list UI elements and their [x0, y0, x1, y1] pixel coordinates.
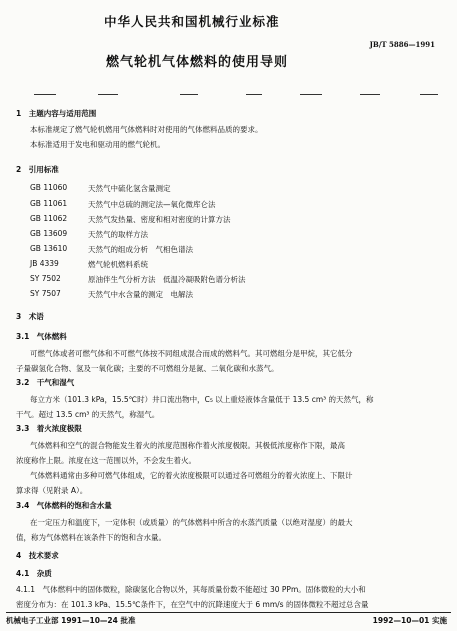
paragraph-line: 值，称为气体燃料在该条件下的饱和含水量。: [16, 533, 166, 542]
reference-code: SY 7507: [30, 289, 61, 298]
paragraph-line: 算求得（见附录 A）。: [16, 486, 88, 495]
approval-date: 机械电子工业部 1991—10—24 批准: [6, 616, 136, 625]
paragraph-line: 气体燃料通常由多种可燃气体组成，它的着火浓度极限可以通过各可燃组分的着火浓度上、下限计: [30, 471, 353, 480]
term-heading: 3.4 气体燃料的饱和含水量: [16, 501, 112, 510]
reference-code: JB 4339: [30, 259, 59, 268]
footer-rule: [6, 612, 451, 613]
paragraph-line: 在一定压力和温度下，一定体积（或质量）的气体燃料中所含的水蒸汽质量（以绝对湿度）的最大: [30, 518, 353, 527]
header-rule-segment: [246, 94, 262, 95]
section-heading: 3 术语: [16, 312, 44, 321]
paragraph-line: 浓度称作上限。浓度在这一范围以外，不会发生着火。: [16, 456, 196, 465]
paragraph-line: 每立方米（101.3 kPa，15.5℃时）井口流出物中，C₅ 以上重烃液体含量低于 13.5 cm³ 的天然气，称: [30, 395, 374, 404]
reference-code: SY 7502: [30, 274, 61, 283]
reference-title: 天然气中总硫的测定法—氧化微库仑法: [88, 200, 216, 209]
paragraph-line: 子量碳氢化合物、氢及一氧化碳；主要的不可燃组分是氮、二氧化碳和水蒸气。: [16, 364, 279, 373]
reference-title: 天然气中水含量的测定 电解法: [88, 290, 193, 299]
effective-date: 1992—10—01 实施: [372, 616, 447, 625]
reference-code: GB 11061: [30, 199, 68, 208]
term-heading: 3.3 着火浓度极限: [16, 424, 82, 433]
document-title: 燃气轮机气体燃料的使用导则: [106, 55, 289, 70]
header-rule-segment: [360, 94, 380, 95]
reference-title: 天然气的取样方法: [88, 230, 148, 239]
standard-org-header: 中华人民共和国机械行业标准: [104, 14, 280, 29]
section-heading: 1 主题内容与适用范围: [16, 109, 97, 118]
reference-code: GB 13610: [30, 244, 68, 253]
section-heading: 4 技术要求: [16, 551, 59, 560]
reference-title: 天然气发热量、密度和相对密度的计算方法: [88, 215, 231, 224]
paragraph-line: 可燃气体或者可燃气体和不可燃气体按不同组成混合而成的燃料气。其可燃组分是甲烷，其它低分: [30, 349, 353, 358]
standard-code: JB/T 5886—1991: [369, 40, 435, 49]
term-heading: 3.1 气体燃料: [16, 332, 67, 341]
reference-code: GB 11062: [30, 214, 68, 223]
reference-title: 燃气轮机燃料系统: [88, 260, 148, 269]
header-rule-segment: [34, 94, 56, 95]
paragraph-line: 气体燃料和空气的混合物能发生着火的浓度范围称作着火浓度极限。其极低浓度称作下限，最高: [30, 441, 345, 450]
paragraph-line: 本标准适用于发电和驱动用的燃气轮机。: [30, 140, 165, 149]
paragraph-line: 干气。超过 13.5 cm³ 的天然气，称湿气。: [16, 410, 160, 419]
paragraph-line: 本标准规定了燃气轮机燃用气体燃料时对使用的气体燃料品质的要求。: [30, 125, 263, 134]
reference-code: GB 11060: [30, 183, 68, 192]
term-heading: 3.2 干气和湿气: [16, 378, 75, 387]
header-rule-segment: [180, 94, 198, 95]
reference-title: 天然气中硫化氢含量测定: [88, 184, 171, 193]
clause-heading: 4.1 杂质: [16, 569, 52, 578]
header-rule-segment: [420, 94, 438, 95]
header-rule-segment: [300, 94, 322, 95]
section-heading: 2 引用标准: [16, 165, 59, 174]
reference-title: 原油伴生气分析方法 低温冷凝吸附色谱分析法: [88, 275, 246, 284]
reference-code: GB 13609: [30, 229, 68, 238]
paragraph-line: 4.1.1 气体燃料中的固体微粒，除碳氢化合物以外，其每质量份数不能超过 30 PPm。固体微粒的大小和: [16, 585, 366, 594]
reference-title: 天然气的组成分析 气相色谱法: [88, 245, 193, 254]
header-rule-segment: [98, 94, 118, 95]
paragraph-line: 密度分布为：在 101.3 kPa、15.5℃条件下，在空气中的沉降速度大于 6 mm/s 的固体微粒不超过总含量: [16, 600, 369, 609]
